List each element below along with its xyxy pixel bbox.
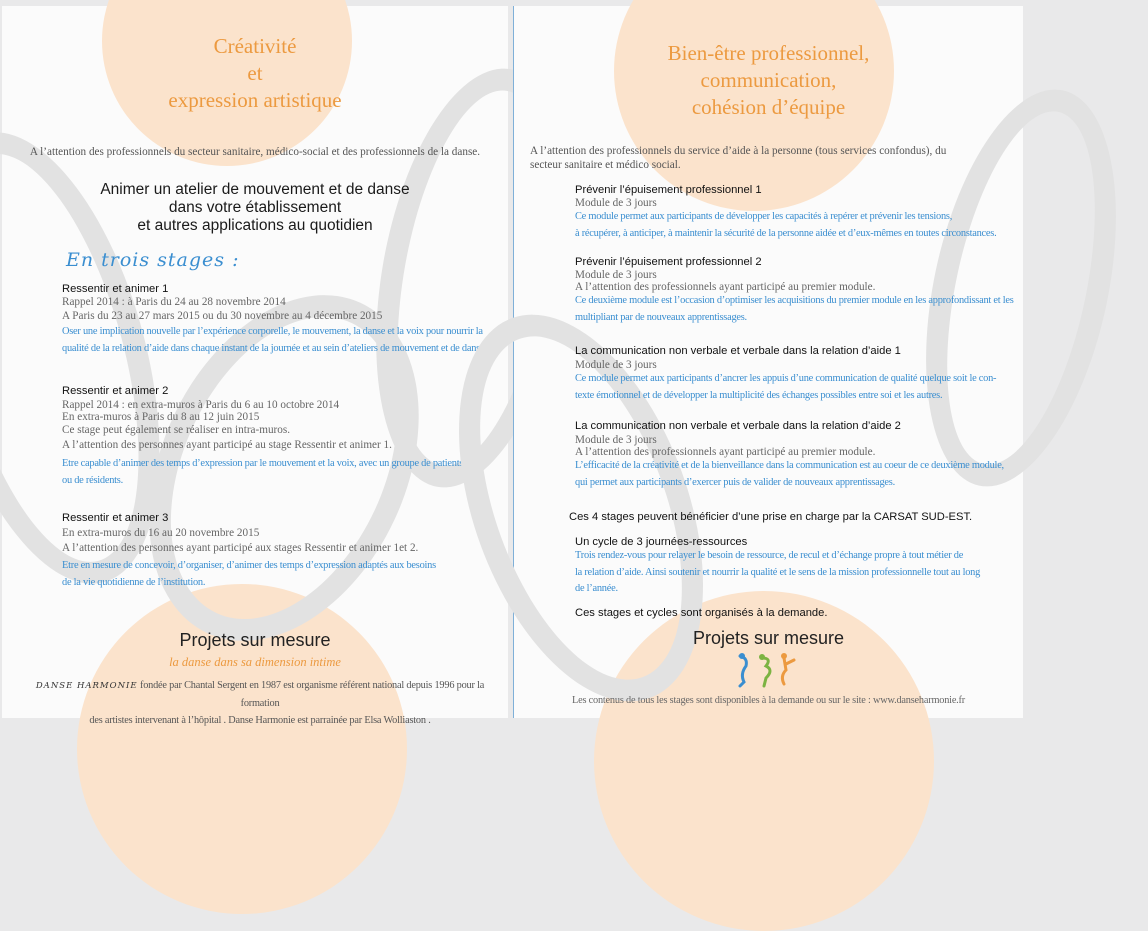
tagline: la danse dans sa dimension intime	[169, 655, 341, 669]
right-footer: Les contenus de tous les stages sont disponibles à la demande ou sur le site : www.danseharmonie.fr	[571, 695, 966, 706]
stage-desc: qualité de la relation d’aide dans chaque instant de la journée et au sein d’ateliers de mouvement et de danse.	[62, 342, 487, 354]
dancers-logo-icon	[732, 652, 802, 688]
demande-note: Ces stages et cycles sont organisés à la demande.	[575, 607, 828, 619]
left-page	[2, 6, 508, 726]
stage-3	[62, 512, 502, 591]
stage-info: A l’attention des personnes ayant participé aux stages Ressentir et animer 1et 2.	[62, 542, 419, 554]
module-2	[575, 256, 1020, 326]
left-footer	[20, 677, 500, 729]
cycle-title: Un cycle de 3 journées-ressources	[575, 536, 748, 548]
module-info: Module de 3 jours	[575, 434, 657, 446]
title-line: expression artistique	[168, 88, 342, 112]
cycle-desc: la relation d’aide. Ainsi soutenir et nourrir la qualité et le sens de la mission professionnelle tout au long	[575, 566, 981, 578]
stage-desc: Etre en mesure de concevoir, d’organiser, d’animer des temps d’expression adaptés aux besoins	[62, 560, 436, 571]
cycle-desc: de l’année.	[575, 583, 618, 594]
module-info: Module de 3 jours	[575, 197, 657, 209]
stage-info: Ce stage peut également se réaliser en intra-muros.	[62, 424, 291, 436]
module-desc: Ce module permet aux participants d’ancrer les appuis d’une communication de qualité quelque soit le con-	[575, 373, 997, 384]
right-attention	[530, 144, 1010, 172]
stage-info: Rappel 2014 : en extra-muros à Paris du 6 au 10 octobre 2014	[62, 399, 340, 411]
stage-info: En extra-muros du 16 au 20 novembre 2015	[62, 527, 260, 539]
projets-sur-mesure: Projets sur mesure	[692, 628, 845, 648]
module-info: A l’attention des professionnels ayant participé au premier module.	[575, 446, 876, 458]
module-info: Module de 3 jours	[575, 359, 657, 371]
stage-title: Ressentir et animer 2	[62, 385, 169, 397]
right-page	[513, 6, 1023, 718]
module-desc: texte émotionnel et de développer la multiplicité des échanges possibles entre soi et les autres.	[575, 389, 943, 401]
trois-stages-heading: En trois stages :	[66, 249, 240, 271]
module-desc: multipliant par de nouveaux apprentissages.	[575, 311, 747, 323]
cycle-desc: Trois rendez-vous pour relayer le besoin de ressource, de recul et d’échange propre à tout métier de	[575, 550, 964, 561]
headline-line: dans votre établissement	[168, 199, 342, 216]
headline-line: Animer un atelier de mouvement et de danse	[100, 181, 410, 198]
module-desc: Ce deuxième module est l’occasion d’optimiser les acquisitions du premier module en les approfondissant et les	[575, 295, 1014, 306]
stage-desc: Etre capable d’animer des temps d’expression par le mouvement et la voix, avec un groupe de patients	[62, 458, 464, 469]
left-title	[2, 33, 508, 114]
module-title: Prévenir l’épuisement professionnel 2	[575, 256, 762, 268]
module-4	[575, 420, 1020, 491]
attention-line: A l’attention des professionnels du service d’aide à la personne (tous services confondus), du	[530, 145, 947, 157]
footer-line: des artistes intervenant à l’hôpital . Danse Harmonie est parrainée par Elsa Wolliaston .	[89, 715, 431, 726]
title-line: cohésion d’équipe	[691, 95, 846, 119]
module-title: Prévenir l’épuisement professionnel 1	[575, 184, 762, 196]
module-info: Module de 3 jours	[575, 269, 657, 281]
title-line: et	[247, 61, 263, 85]
title-line: Créativité	[213, 34, 297, 58]
module-desc: qui permet aux participants d’exercer puis de valider de nouveaux apprentissages.	[575, 476, 895, 488]
module-title: La communication non verbale et verbale dans la relation d’aide 1	[575, 345, 901, 357]
attention-line: secteur sanitaire et médico social.	[530, 159, 681, 171]
module-desc: Ce module permet aux participants de développer les capacités à repérer et prévenir les tensions,	[575, 211, 953, 222]
module-desc: L’efficacité de la créativité et de la bienveillance dans la communication est au coeur de ce deuxième module,	[575, 460, 1004, 471]
left-attention: A l’attention des professionnels du secteur sanitaire, médico-social et des professionnels de la danse.	[29, 146, 481, 158]
left-headline	[2, 181, 508, 235]
projets-sur-mesure: Projets sur mesure	[179, 630, 331, 650]
module-desc: à récupérer, à anticiper, à maintenir la sécurité de la personne aidée et d’eux-mêmes en toutes circonstances.	[575, 227, 997, 239]
module-1	[575, 184, 1020, 242]
right-title	[514, 40, 1023, 121]
stage-desc: ou de résidents.	[62, 474, 123, 486]
module-3	[575, 345, 1020, 404]
brand-logo-text: DANSE HARMONIE	[35, 681, 138, 691]
stage-2	[62, 385, 502, 489]
stage-desc: Oser une implication nouvelle par l’expérience corporelle, le mouvement, la danse et la voix pour nourrir la	[62, 326, 483, 337]
cycle-journees	[575, 536, 1020, 598]
footer-line: fondée par Chantal Sergent en 1987 est organisme référent national depuis 1996 pour la formation	[139, 680, 485, 709]
stage-title: Ressentir et animer 1	[62, 283, 169, 295]
stage-info: Rappel 2014 : à Paris du 24 au 28 novembre 2014	[62, 296, 286, 308]
title-line: Bien-être professionnel,	[667, 41, 870, 65]
stage-info: En extra-muros à Paris du 8 au 12 juin 2015	[62, 411, 260, 423]
stage-info: A l’attention des personnes ayant participé au stage Ressentir et animer 1.	[62, 439, 392, 451]
module-info: A l’attention des professionnels ayant participé au premier module.	[575, 281, 876, 293]
carsat-note: Ces 4 stages peuvent bénéficier d’une prise en charge par la CARSAT SUD-EST.	[569, 511, 973, 523]
stage-desc: de la vie quotidienne de l’institution.	[62, 576, 206, 588]
headline-line: et autres applications au quotidien	[137, 217, 373, 234]
title-line: communication,	[700, 68, 837, 92]
stage-info: A Paris du 23 au 27 mars 2015 ou du 30 novembre au 4 décembre 2015	[62, 310, 383, 322]
stage-1	[62, 283, 502, 357]
stage-title: Ressentir et animer 3	[62, 512, 169, 524]
module-title: La communication non verbale et verbale dans la relation d’aide 2	[575, 420, 901, 432]
